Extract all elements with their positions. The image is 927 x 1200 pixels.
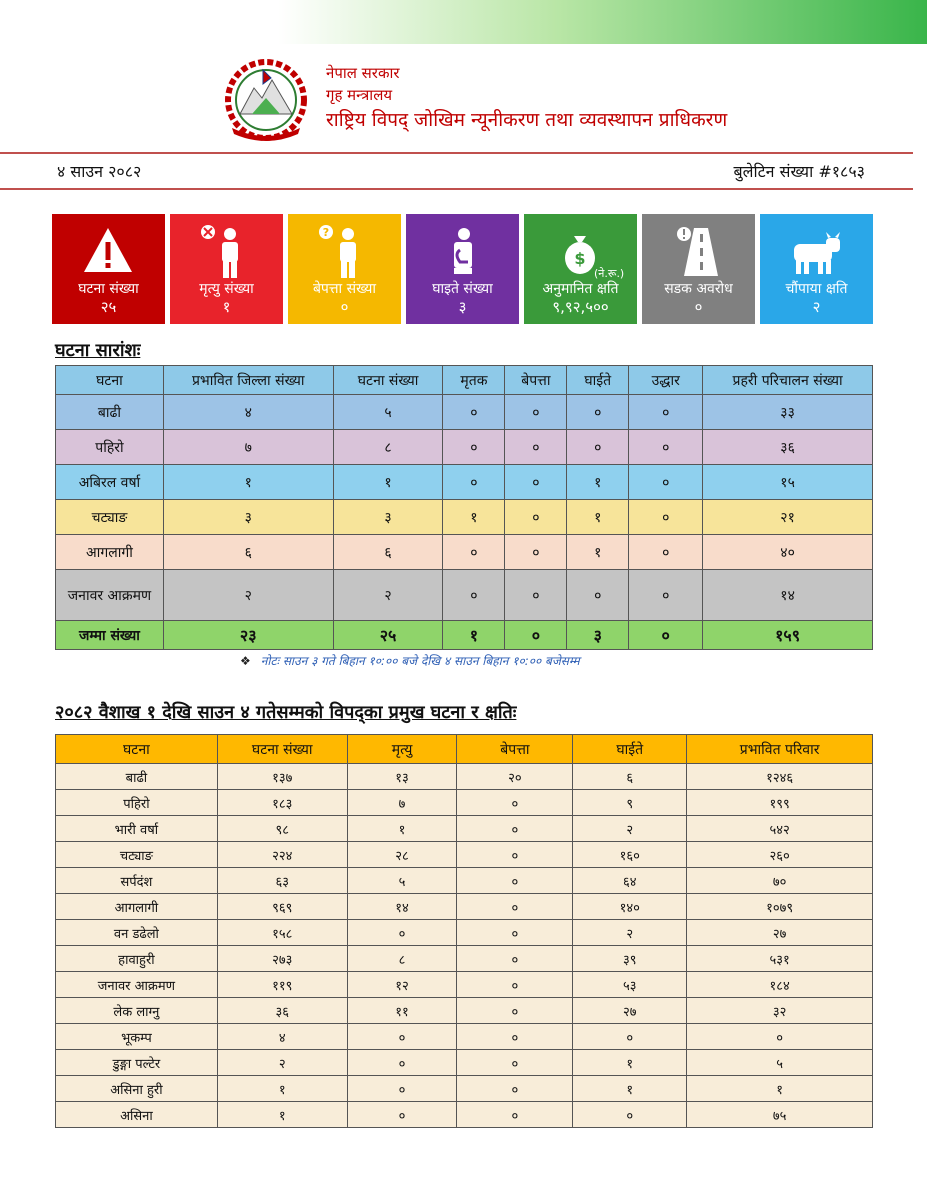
row-name: वन डढेलो bbox=[56, 920, 218, 946]
cell: १ bbox=[163, 465, 333, 500]
table-row bbox=[56, 816, 873, 842]
cell: २६० bbox=[687, 842, 873, 868]
cell: २७ bbox=[573, 998, 687, 1024]
cell: ० bbox=[505, 395, 567, 430]
cell: १ bbox=[347, 816, 457, 842]
cell: १२ bbox=[347, 972, 457, 998]
cell: ० bbox=[457, 842, 573, 868]
table-row bbox=[56, 1050, 873, 1076]
cell: ५३ bbox=[573, 972, 687, 998]
summary-header-row bbox=[56, 366, 873, 395]
cell: ० bbox=[567, 430, 629, 465]
cumulative-table-body bbox=[56, 764, 873, 1128]
tile-value: १ bbox=[222, 298, 231, 316]
cell: ७० bbox=[687, 868, 873, 894]
cumulative-table bbox=[55, 734, 873, 1128]
cell: ० bbox=[457, 816, 573, 842]
cell: ० bbox=[443, 465, 505, 500]
cell: २१ bbox=[703, 500, 873, 535]
tile-estimated-loss bbox=[524, 214, 637, 324]
cell: ० bbox=[457, 972, 573, 998]
cell: १ bbox=[567, 535, 629, 570]
summary-note bbox=[240, 652, 580, 669]
row-name: बाढी bbox=[56, 764, 218, 790]
row-name: चट्याङ bbox=[56, 500, 164, 535]
cell: १ bbox=[573, 1076, 687, 1102]
road-block-icon bbox=[642, 222, 755, 280]
cell: ० bbox=[629, 535, 703, 570]
col-header: घटना bbox=[56, 366, 164, 395]
cell: ० bbox=[567, 570, 629, 621]
row-name: भूकम्प bbox=[56, 1024, 218, 1050]
cell: १५९ bbox=[703, 621, 873, 650]
row-name: आगलागी bbox=[56, 894, 218, 920]
tile-deaths bbox=[170, 214, 283, 324]
death-person-icon bbox=[170, 222, 283, 280]
cell: २७३ bbox=[217, 946, 347, 972]
tile-livestock-loss bbox=[760, 214, 873, 324]
cell: ० bbox=[443, 395, 505, 430]
warning-icon bbox=[52, 222, 165, 280]
row-name: जम्मा संख्या bbox=[56, 621, 164, 650]
cell: ० bbox=[629, 465, 703, 500]
cell: ० bbox=[457, 1050, 573, 1076]
cell: ६४ bbox=[573, 868, 687, 894]
cell: १ bbox=[567, 465, 629, 500]
table-row bbox=[56, 920, 873, 946]
col-header: मृतक bbox=[443, 366, 505, 395]
cell: ० bbox=[629, 430, 703, 465]
cell: ५४२ bbox=[687, 816, 873, 842]
col-header: घाईते bbox=[573, 735, 687, 764]
table-row bbox=[56, 465, 873, 500]
tile-incidents bbox=[52, 214, 165, 324]
cell: १ bbox=[687, 1076, 873, 1102]
cell: २७ bbox=[687, 920, 873, 946]
cell: ० bbox=[629, 395, 703, 430]
cell: ० bbox=[347, 1102, 457, 1128]
cell: ११ bbox=[347, 998, 457, 1024]
bulletin-number: बुलेटिन संख्या #१८५३ bbox=[733, 162, 865, 181]
col-header: घाईते bbox=[567, 366, 629, 395]
row-name: पहिरो bbox=[56, 790, 218, 816]
cell: २ bbox=[573, 920, 687, 946]
row-name: आगलागी bbox=[56, 535, 164, 570]
cell: ९ bbox=[573, 790, 687, 816]
cell: ० bbox=[573, 1024, 687, 1050]
row-name: अबिरल वर्षा bbox=[56, 465, 164, 500]
cell: ७५ bbox=[687, 1102, 873, 1128]
cell: १२४६ bbox=[687, 764, 873, 790]
cell: ० bbox=[457, 790, 573, 816]
row-name: जनावर आक्रमण bbox=[56, 972, 218, 998]
row-name: चट्याङ bbox=[56, 842, 218, 868]
bulletin-date: ४ साउन २०८२ bbox=[57, 162, 142, 181]
cell: ५३१ bbox=[687, 946, 873, 972]
cell: १ bbox=[217, 1102, 347, 1128]
cell: ० bbox=[629, 570, 703, 621]
cell: ० bbox=[567, 395, 629, 430]
cell: ७ bbox=[163, 430, 333, 465]
summary-table bbox=[55, 365, 873, 650]
table-row bbox=[56, 1024, 873, 1050]
cell: ० bbox=[505, 535, 567, 570]
tile-value: २ bbox=[812, 298, 821, 316]
cell: ० bbox=[505, 570, 567, 621]
cell: ८ bbox=[347, 946, 457, 972]
cell: ५ bbox=[687, 1050, 873, 1076]
cell: १ bbox=[443, 500, 505, 535]
cell: २३ bbox=[163, 621, 333, 650]
cell: १०७९ bbox=[687, 894, 873, 920]
cow-icon bbox=[760, 222, 873, 280]
org-line-government: नेपाल सरकार bbox=[326, 64, 400, 82]
cell: ० bbox=[347, 920, 457, 946]
col-header: प्रभावित परिवार bbox=[687, 735, 873, 764]
tile-label: अनुमानित क्षति bbox=[542, 281, 619, 297]
cell: ३६ bbox=[703, 430, 873, 465]
cell: ३ bbox=[163, 500, 333, 535]
cell: ८ bbox=[333, 430, 443, 465]
table-row bbox=[56, 868, 873, 894]
cell: ० bbox=[443, 430, 505, 465]
cell: १५८ bbox=[217, 920, 347, 946]
table-row bbox=[56, 430, 873, 465]
cell: २२४ bbox=[217, 842, 347, 868]
col-header: घटना bbox=[56, 735, 218, 764]
cell: १ bbox=[567, 500, 629, 535]
cell: ० bbox=[457, 920, 573, 946]
organization-block bbox=[326, 62, 727, 134]
col-header: घटना संख्या bbox=[333, 366, 443, 395]
tile-road-block bbox=[642, 214, 755, 324]
cell: २ bbox=[163, 570, 333, 621]
row-name: बाढी bbox=[56, 395, 164, 430]
cell: ० bbox=[573, 1102, 687, 1128]
cell: ४० bbox=[703, 535, 873, 570]
total-row bbox=[56, 621, 873, 650]
missing-person-icon bbox=[288, 222, 401, 280]
table-row bbox=[56, 535, 873, 570]
table-row bbox=[56, 972, 873, 998]
cell: ० bbox=[505, 621, 567, 650]
col-header: प्रहरी परिचालन संख्या bbox=[703, 366, 873, 395]
cell: ० bbox=[687, 1024, 873, 1050]
org-line-ministry: गृह मन्त्रालय bbox=[326, 86, 393, 104]
row-name: हावाहुरी bbox=[56, 946, 218, 972]
cumulative-header-row bbox=[56, 735, 873, 764]
col-header: बेपत्ता bbox=[457, 735, 573, 764]
row-name: डुङ्गा पल्टेर bbox=[56, 1050, 218, 1076]
row-name: सर्पदंश bbox=[56, 868, 218, 894]
row-name: असिना हुरी bbox=[56, 1076, 218, 1102]
cell: ४ bbox=[163, 395, 333, 430]
cell: ३६ bbox=[217, 998, 347, 1024]
cell: ० bbox=[347, 1076, 457, 1102]
cell: ० bbox=[505, 500, 567, 535]
cell: ० bbox=[443, 535, 505, 570]
org-line-authority: राष्ट्रिय विपद् जोखिम न्यूनीकरण तथा व्यवस्थापन प्राधिकरण bbox=[326, 109, 728, 131]
row-name: भारी वर्षा bbox=[56, 816, 218, 842]
tile-value: ० bbox=[694, 298, 703, 316]
cell: ६ bbox=[163, 535, 333, 570]
cell: ० bbox=[457, 946, 573, 972]
cell: ० bbox=[443, 570, 505, 621]
table-row bbox=[56, 790, 873, 816]
table-row bbox=[56, 1076, 873, 1102]
cell: ३ bbox=[333, 500, 443, 535]
cell: २० bbox=[457, 764, 573, 790]
col-header: प्रभावित जिल्ला संख्या bbox=[163, 366, 333, 395]
cell: ३९ bbox=[573, 946, 687, 972]
row-name: असिना bbox=[56, 1102, 218, 1128]
cell: ० bbox=[629, 500, 703, 535]
cell: २ bbox=[573, 816, 687, 842]
tile-value: २५ bbox=[100, 298, 117, 316]
cell: ५ bbox=[347, 868, 457, 894]
table-row bbox=[56, 998, 873, 1024]
cell: ० bbox=[347, 1024, 457, 1050]
cell: ४ bbox=[217, 1024, 347, 1050]
cell: २५ bbox=[333, 621, 443, 650]
cell: १४ bbox=[703, 570, 873, 621]
table-row bbox=[56, 395, 873, 430]
cell: ६ bbox=[573, 764, 687, 790]
tile-label: सडक अवरोध bbox=[664, 281, 733, 297]
table-row bbox=[56, 946, 873, 972]
cell: ३२ bbox=[687, 998, 873, 1024]
tile-value: ० bbox=[340, 298, 349, 316]
cell: ५ bbox=[333, 395, 443, 430]
cell: ७ bbox=[347, 790, 457, 816]
cell: ९८ bbox=[217, 816, 347, 842]
header-rule-bottom bbox=[0, 188, 913, 190]
tile-sublabel: (ने.रू.) bbox=[594, 267, 625, 280]
cell: १४ bbox=[347, 894, 457, 920]
cell: ० bbox=[457, 894, 573, 920]
tile-label: घाइते संख्या bbox=[432, 281, 493, 297]
cell: १ bbox=[573, 1050, 687, 1076]
stat-tiles bbox=[52, 214, 873, 324]
cell: १३७ bbox=[217, 764, 347, 790]
cell: १६० bbox=[573, 842, 687, 868]
svg-text:$: $ bbox=[574, 249, 586, 268]
col-header: उद्धार bbox=[629, 366, 703, 395]
cell: २ bbox=[217, 1050, 347, 1076]
col-header: मृत्यु bbox=[347, 735, 457, 764]
cell: ३ bbox=[567, 621, 629, 650]
table-row bbox=[56, 500, 873, 535]
table-row bbox=[56, 570, 873, 621]
cell: १ bbox=[443, 621, 505, 650]
svg-text:?: ? bbox=[322, 226, 330, 239]
cell: १३ bbox=[347, 764, 457, 790]
table-row bbox=[56, 1102, 873, 1128]
tile-missing bbox=[288, 214, 401, 324]
header-rule-top bbox=[0, 152, 913, 154]
row-name: पहिरो bbox=[56, 430, 164, 465]
col-header: घटना संख्या bbox=[217, 735, 347, 764]
cell: ६ bbox=[333, 535, 443, 570]
note-text: नोटः साउन ३ गते बिहान १०:०० बजे देखि ४ साउन बिहान १०:०० बजेसम्म bbox=[260, 654, 580, 668]
table-row bbox=[56, 842, 873, 868]
cell: ० bbox=[347, 1050, 457, 1076]
cell: १९९ bbox=[687, 790, 873, 816]
table-row bbox=[56, 894, 873, 920]
tile-label: घटना संख्या bbox=[78, 281, 139, 297]
cell: ० bbox=[457, 998, 573, 1024]
cumulative-title: २०८२ वैशाख १ देखि साउन ४ गतेसम्मको विपद्का प्रमुख घटना र क्षतिः bbox=[55, 702, 517, 723]
nepal-government-emblem bbox=[222, 58, 310, 142]
cell: १ bbox=[333, 465, 443, 500]
tile-value: ३ bbox=[458, 298, 467, 316]
table-row bbox=[56, 764, 873, 790]
row-name: लेक लाग्नु bbox=[56, 998, 218, 1024]
tile-label: बेपत्ता संख्या bbox=[312, 281, 377, 297]
cell: ११९ bbox=[217, 972, 347, 998]
cell: ० bbox=[505, 465, 567, 500]
cell: २ bbox=[333, 570, 443, 621]
cell: ९६९ bbox=[217, 894, 347, 920]
tile-injured bbox=[406, 214, 519, 324]
row-name: जनावर आक्रमण bbox=[56, 570, 164, 621]
cell: ० bbox=[457, 868, 573, 894]
note-bullet-icon: ❖ bbox=[240, 654, 251, 668]
summary-title: घटना सारांशः bbox=[55, 340, 141, 361]
col-header: बेपत्ता bbox=[505, 366, 567, 395]
tile-label: चौंपाया क्षति bbox=[785, 281, 848, 297]
top-gradient-bar bbox=[0, 0, 927, 44]
cell: ० bbox=[457, 1024, 573, 1050]
cell: ० bbox=[629, 621, 703, 650]
cell: १४० bbox=[573, 894, 687, 920]
cell: १८३ bbox=[217, 790, 347, 816]
cell: ० bbox=[457, 1102, 573, 1128]
cell: ३३ bbox=[703, 395, 873, 430]
cell: १८४ bbox=[687, 972, 873, 998]
tile-label: मृत्यु संख्या bbox=[199, 281, 254, 297]
injured-person-icon bbox=[406, 222, 519, 280]
tile-value: ९,९२,५०० bbox=[552, 298, 609, 316]
cell: १ bbox=[217, 1076, 347, 1102]
cell: ० bbox=[505, 430, 567, 465]
cell: ६३ bbox=[217, 868, 347, 894]
cell: ० bbox=[457, 1076, 573, 1102]
cell: २८ bbox=[347, 842, 457, 868]
cell: १५ bbox=[703, 465, 873, 500]
